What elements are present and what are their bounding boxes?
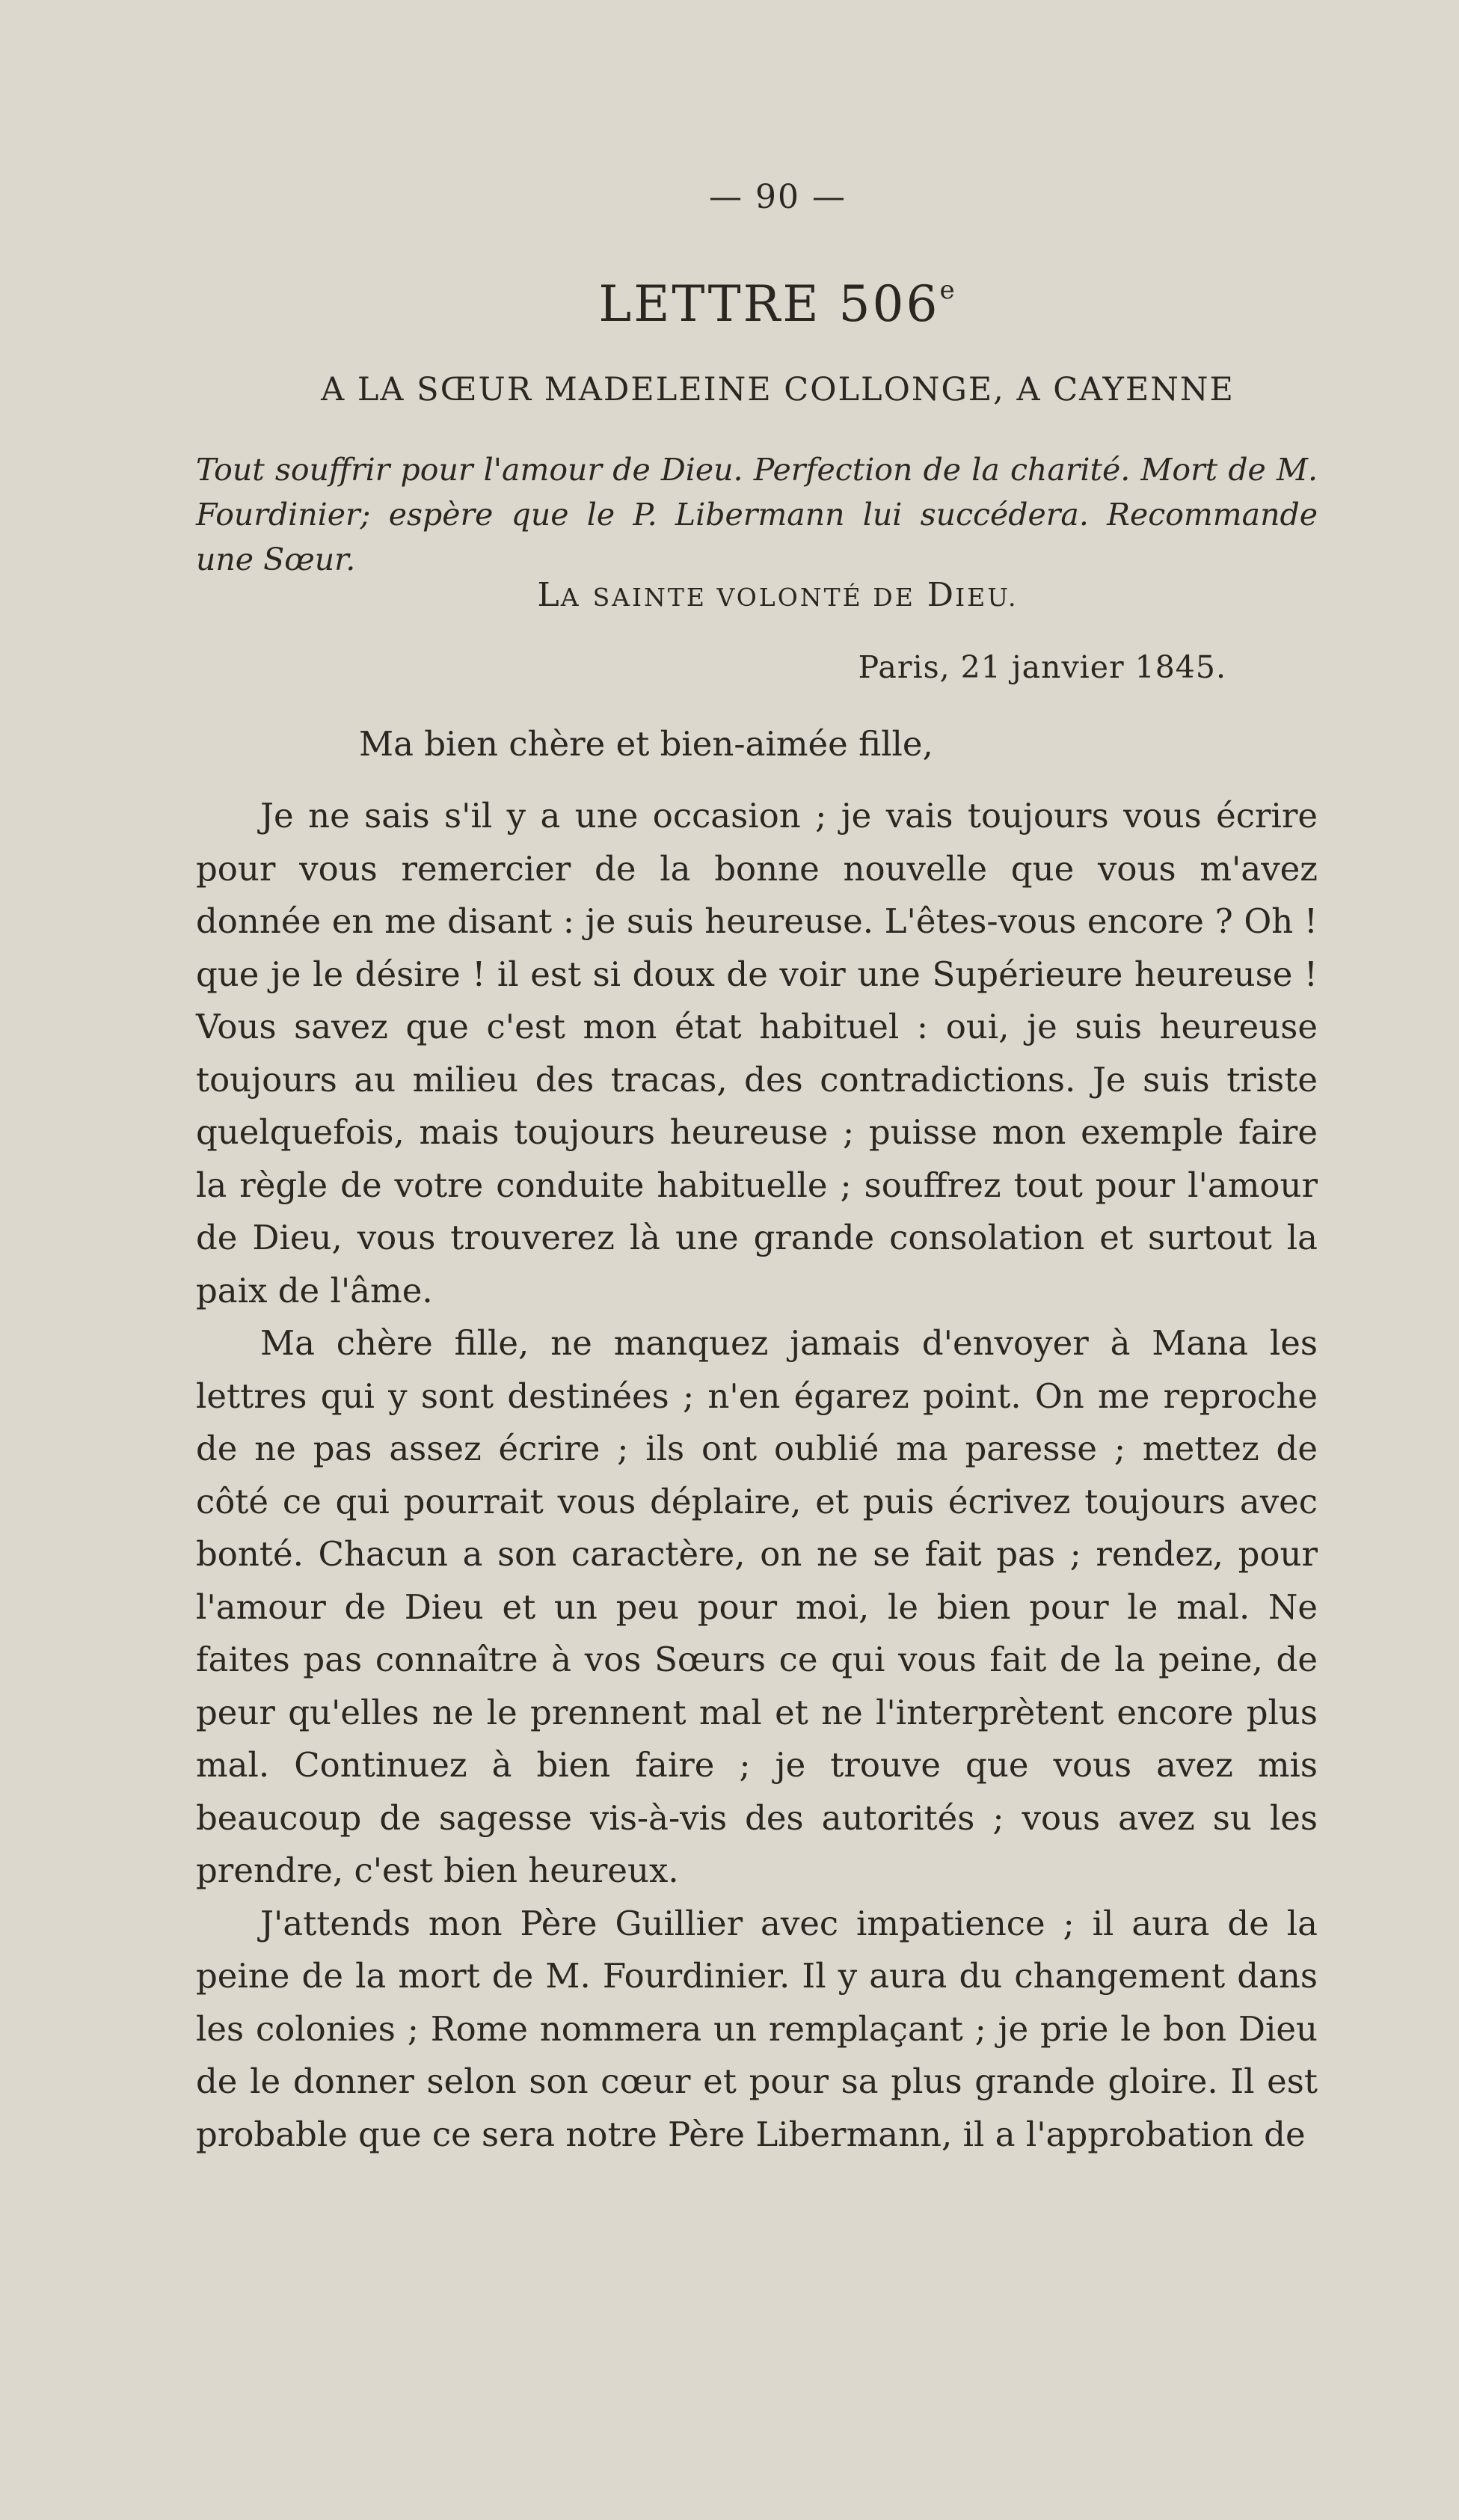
letter-salutation: Ma bien chère et bien-aimée fille, bbox=[359, 724, 933, 764]
motto-dieu-initial: D bbox=[927, 576, 956, 614]
letter-body bbox=[196, 790, 1318, 2161]
body-paragraph-1: Je ne sais s'il y a une occasion ; je vais toujours vous écrire pour vous remercier de la bonne nouvelle que vous m'avez donnée en me disant : je suis heureuse. L'êtes-vous encore ? Oh ! que je le désire ! il est si doux de voir une Supérieure heureuse ! Vous savez que c'est mon état habituel : oui, je suis heureuse toujours au milieu des tracas, des contradictions. Je suis triste quelquefois, mais toujours heureuse ; puisse mon exemple faire la règle de votre conduite habituelle ; souffrez tout pour l'amour de Dieu, vous trouverez là une grande consolation et surtout la paix de l'âme. bbox=[196, 796, 1318, 1310]
letter-summary: Tout souffrir pour l'amour de Dieu. Perfection de la charité. Mort de M. Fourdinier; espère que le P. Libermann lui succédera. Recommande une Sœur. bbox=[196, 452, 1318, 577]
letter-dateline: Paris, 21 janvier 1845. bbox=[858, 649, 1226, 685]
letter-motto bbox=[0, 576, 1459, 614]
letter-title bbox=[0, 275, 1459, 333]
letter-title-superscript: e bbox=[939, 275, 957, 305]
motto-dieu-rest: IEU. bbox=[955, 583, 1019, 612]
motto-la-initial: L bbox=[537, 576, 561, 614]
motto-middle: SAINTE VOLONTÉ DE bbox=[592, 583, 915, 612]
letter-addressee: A LA SŒUR MADELEINE COLLONGE, A CAYENNE bbox=[321, 371, 1235, 408]
body-paragraph-2: Ma chère fille, ne manquez jamais d'envoyer à Mana les lettres qui y sont destinées ; n'en égarez point. On me reproche de ne pas assez écrire ; ils ont oublié ma paresse ; mettez de côté ce qui pourrait vous déplaire, et puis écrivez toujours avec bonté. Chacun a son caractère, on ne se fait pas ; rendez, pour l'amour de Dieu et un peu pour moi, le bien pour le mal. Ne faites pas connaître à vos Sœurs ce qui vous fait de la peine, de peur qu'elles ne le prennent mal et ne l'interprètent encore plus mal. Continuez à bien faire ; je trouve que vous avez mis beaucoup de sagesse vis-à-vis des autorités ; vous avez su les prendre, c'est bien heureux. bbox=[196, 1323, 1318, 1890]
body-paragraph-3: J'attends mon Père Guillier avec impatience ; il aura de la peine de la mort de M. Fourdinier. Il y aura du changement dans les colonies ; Rome nommera un remplaçant ; je prie le bon Dieu de le donner selon son cœur et pour sa plus grande gloire. Il est probable que ce sera notre Père Libermann, il a l'approbation de bbox=[196, 1903, 1318, 2154]
motto-la-rest: A bbox=[560, 583, 581, 612]
page-number: — 90 — bbox=[709, 178, 847, 216]
letter-title-text: LETTRE 506 bbox=[598, 275, 940, 333]
